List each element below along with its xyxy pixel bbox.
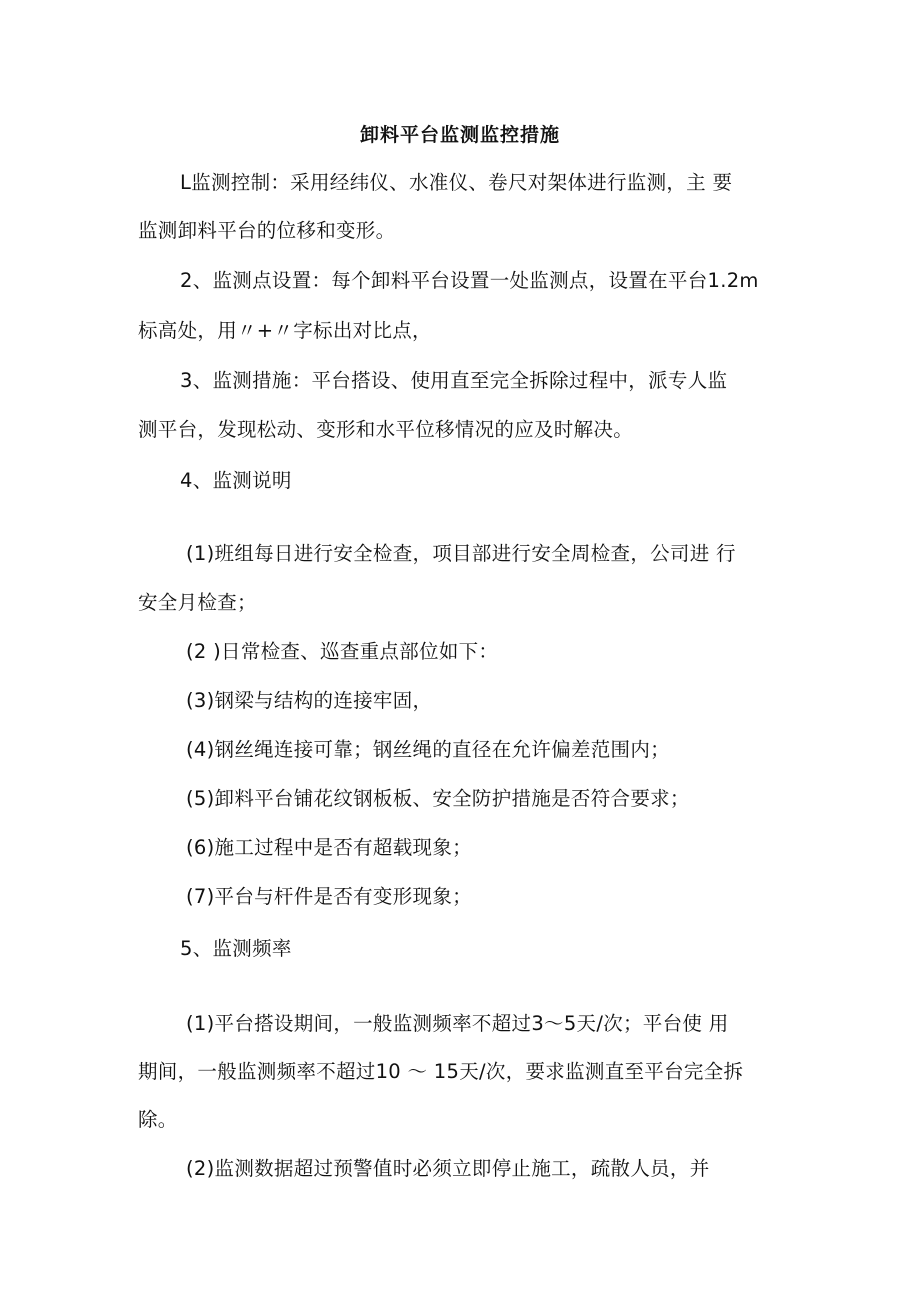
section-5-item-2-line-1: (2)监测数据超过预警值时必须立即停止施工，疏散人员，并 xyxy=(186,1157,710,1180)
section-4-item-2: (2 )日常检查、巡查重点部位如下： xyxy=(186,640,499,663)
section-4-heading: 4、监测说明 xyxy=(180,469,292,492)
section-2-line-2: 标高处，用〃+〃字标出对比点， xyxy=(138,319,432,342)
section-1-line-1: L监测控制：采用经纬仪、水准仪、卷尺对架体进行监测，主 要 xyxy=(180,171,733,194)
section-4-item-7: (7)平台与杆件是否有变形现象； xyxy=(186,885,472,908)
section-2-line-1: 2、监测点设置：每个卸料平台设置一处监测点，设置在平台1.2m xyxy=(180,269,759,292)
section-4-item-5: (5)卸料平台铺花纹钢板板、安全防护措施是否符合要求； xyxy=(186,787,690,810)
section-3-line-2: 测平台，发现松动、变形和水平位移情况的应及时解决。 xyxy=(138,418,634,441)
section-3-line-1: 3、监测措施：平台搭设、使用直至完全拆除过程中，派专人监 xyxy=(180,369,728,392)
section-5-item-1-line-2: 期间，一般监测频率不超过10 ～ 15天/次，要求监测直至平台完全拆 xyxy=(138,1060,744,1083)
section-5-item-1-line-3: 除。 xyxy=(138,1108,178,1131)
section-5-item-1-line-1: (1)平台搭设期间，一般监测频率不超过3～5天/次；平台使 用 xyxy=(186,1012,729,1035)
section-4-item-1-line-1: (1)班组每日进行安全检查，项目部进行安全周检查，公司进 行 xyxy=(186,542,736,565)
document-title: 卸料平台监测监控措施 xyxy=(359,124,560,146)
section-4-item-6: (6)施工过程中是否有超载现象； xyxy=(186,836,472,859)
section-4-item-4: (4)钢丝绳连接可靠；钢丝绳的直径在允许偏差范围内； xyxy=(186,738,670,761)
section-4-item-1-line-2: 安全月检查； xyxy=(138,591,257,614)
section-5-heading: 5、监测频率 xyxy=(180,937,292,960)
section-1-line-2: 监测卸料平台的位移和变形。 xyxy=(138,219,396,242)
section-4-item-3: (3)钢梁与结构的连接牢固， xyxy=(186,689,433,712)
